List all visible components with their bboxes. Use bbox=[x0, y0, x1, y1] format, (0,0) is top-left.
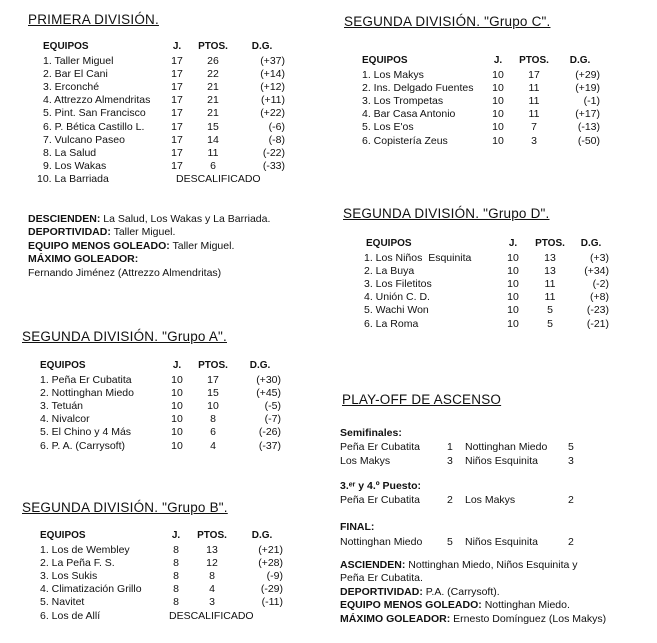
games: 8 bbox=[173, 556, 179, 569]
points: 17 bbox=[207, 373, 219, 386]
points: 11 bbox=[528, 108, 540, 121]
table-row bbox=[34, 543, 283, 556]
col-ptos: PTOS. bbox=[535, 238, 565, 249]
table-row bbox=[34, 386, 281, 399]
points: 11 bbox=[528, 94, 540, 107]
match-away-score: 5 bbox=[568, 441, 574, 453]
table-row bbox=[34, 107, 285, 120]
points: 13 bbox=[206, 543, 218, 556]
points: 5 bbox=[547, 317, 553, 330]
semifinals-label bbox=[340, 427, 402, 439]
status-disqualified: DESCALIFICADO bbox=[176, 173, 261, 186]
promoted-line bbox=[340, 559, 650, 572]
col-j: J. bbox=[171, 530, 181, 541]
points: 14 bbox=[207, 133, 219, 146]
table-header bbox=[364, 236, 609, 251]
games: 17 bbox=[171, 67, 183, 80]
table-row bbox=[364, 317, 609, 330]
relegated-label: DESCIENDEN: bbox=[28, 213, 101, 225]
goal-diff: (+14) bbox=[260, 67, 285, 80]
team-name: 5. Wachi Won bbox=[364, 304, 429, 317]
match-home-team: Los Makys bbox=[340, 455, 391, 467]
games: 10 bbox=[507, 264, 519, 277]
team-name: 2. La Peña F. S. bbox=[40, 556, 115, 569]
team-name: 5. Pint. San Francisco bbox=[43, 107, 146, 120]
promoted-label: ASCIENDEN: bbox=[340, 559, 406, 571]
final-label bbox=[340, 521, 374, 533]
team-name: 6. Los de Allí bbox=[40, 609, 101, 622]
col-ptos: PTOS. bbox=[198, 41, 228, 52]
team-name: 5. El Chino y 4 Más bbox=[40, 426, 132, 439]
goal-diff: (+37) bbox=[260, 54, 285, 67]
games: 8 bbox=[173, 596, 179, 609]
points: 3 bbox=[531, 134, 537, 147]
team-name: 1. Taller Miguel bbox=[43, 54, 114, 67]
table-row bbox=[34, 173, 285, 186]
team-name: 4. Attrezzo Almendritas bbox=[43, 94, 151, 107]
fair-play-team: Taller Miguel. bbox=[113, 226, 176, 239]
games: 17 bbox=[171, 107, 183, 120]
team-name: 6. P. Bética Castillo L. bbox=[43, 120, 145, 133]
primera-division-table bbox=[34, 39, 285, 186]
goal-diff: (-11) bbox=[261, 596, 283, 609]
goal-diff: (+12) bbox=[260, 80, 285, 93]
points: 12 bbox=[206, 556, 218, 569]
points: 21 bbox=[207, 80, 219, 93]
grupo-c-title: SEGUNDA DIVISIÓN. "Grupo C". bbox=[344, 14, 551, 29]
team-name: 2. Bar El Cani bbox=[43, 67, 108, 80]
team-name: 1. Los Niños Esquinita bbox=[364, 251, 472, 264]
table-row bbox=[34, 609, 283, 622]
team-name: 6. Copistería Zeus bbox=[362, 134, 448, 147]
games: 10 bbox=[171, 413, 183, 426]
relegated-teams: La Salud, Los Wakas y La Barriada. bbox=[103, 213, 271, 225]
goal-diff: (-2) bbox=[592, 277, 609, 290]
col-equipos: EQUIPOS bbox=[366, 238, 412, 249]
fair-play-team: P.A. (Carrysoft). bbox=[425, 585, 500, 598]
top-scorer-label: MÁXIMO GOLEADOR: bbox=[340, 612, 451, 625]
table-row bbox=[364, 291, 609, 304]
promoted-teams: Nottinghan Miedo, Niños Esquinita y bbox=[408, 559, 578, 571]
team-name: 9. Los Wakas bbox=[43, 160, 107, 173]
col-equipos: EQUIPOS bbox=[43, 41, 89, 52]
points: 5 bbox=[547, 304, 553, 317]
fair-play-line bbox=[340, 586, 650, 599]
games: 10 bbox=[171, 426, 183, 439]
semifinals-label-text: Semifinales: bbox=[340, 427, 402, 439]
games: 17 bbox=[171, 120, 183, 133]
table-row bbox=[364, 277, 609, 290]
points: 7 bbox=[531, 121, 537, 134]
table-row bbox=[362, 94, 600, 107]
points: 21 bbox=[207, 107, 219, 120]
points: 11 bbox=[544, 277, 556, 290]
relegated-line bbox=[28, 213, 348, 226]
col-dg: D.G. bbox=[251, 41, 273, 52]
col-j: J. bbox=[508, 238, 518, 249]
col-dg: D.G. bbox=[249, 360, 271, 371]
points: 11 bbox=[544, 291, 556, 304]
top-scorer-name: Fernando Jiménez (Attrezzo Almendritas) bbox=[28, 266, 222, 279]
points: 3 bbox=[209, 596, 215, 609]
col-j: J. bbox=[493, 55, 503, 66]
table-row bbox=[34, 146, 285, 159]
goal-diff: (+21) bbox=[258, 543, 283, 556]
col-ptos: PTOS. bbox=[197, 530, 227, 541]
goal-diff: (+22) bbox=[260, 107, 285, 120]
table-row bbox=[34, 596, 283, 609]
match-home-score: 1 bbox=[447, 441, 453, 453]
games: 8 bbox=[173, 569, 179, 582]
col-dg: D.G. bbox=[251, 530, 273, 541]
table-row bbox=[34, 583, 283, 596]
points: 10 bbox=[207, 399, 219, 412]
fair-play-label: DEPORTIVIDAD: bbox=[340, 585, 423, 598]
match-home-team: Peña Er Cubatita bbox=[340, 494, 420, 506]
table-header bbox=[34, 39, 285, 54]
team-name: 1. Los Makys bbox=[362, 68, 424, 81]
fair-play-label: DEPORTIVIDAD: bbox=[28, 226, 111, 239]
table-row bbox=[362, 108, 600, 121]
table-row bbox=[34, 439, 281, 452]
games: 10 bbox=[492, 121, 504, 134]
games: 10 bbox=[492, 94, 504, 107]
table-row bbox=[34, 133, 285, 146]
table-row bbox=[364, 251, 609, 264]
points: 8 bbox=[210, 413, 216, 426]
grupo-a-table bbox=[34, 358, 281, 452]
goal-diff: (-13) bbox=[577, 121, 600, 134]
table-row bbox=[34, 67, 285, 80]
best-defense-label: EQUIPO MENOS GOLEADO: bbox=[28, 239, 170, 252]
games: 17 bbox=[171, 133, 183, 146]
primera-division-title: PRIMERA DIVISIÓN. bbox=[28, 12, 159, 27]
match-away-score: 2 bbox=[568, 494, 574, 506]
games: 10 bbox=[507, 291, 519, 304]
games: 10 bbox=[507, 304, 519, 317]
table-row bbox=[34, 120, 285, 133]
table-row bbox=[34, 160, 285, 173]
team-name: 4. Climatización Grillo bbox=[40, 583, 142, 596]
match-away-score: 3 bbox=[568, 455, 574, 467]
goal-diff: (-26) bbox=[258, 426, 281, 439]
third-place-label-text: 3.ᵉʳ y 4.º Puesto: bbox=[340, 480, 422, 492]
top-scorer-line bbox=[28, 253, 348, 266]
match-home-score: 3 bbox=[447, 455, 453, 467]
goal-diff: (+30) bbox=[256, 373, 281, 386]
table-row bbox=[34, 54, 285, 67]
points: 8 bbox=[209, 569, 215, 582]
goal-diff: (-37) bbox=[258, 439, 281, 452]
games: 10 bbox=[492, 108, 504, 121]
table-row bbox=[362, 68, 600, 81]
col-dg: D.G. bbox=[569, 55, 591, 66]
table-row bbox=[364, 304, 609, 317]
games: 10 bbox=[171, 373, 183, 386]
team-name: 10. La Barriada bbox=[37, 173, 109, 186]
goal-diff: (+19) bbox=[575, 81, 600, 94]
games: 17 bbox=[171, 54, 183, 67]
points: 6 bbox=[210, 160, 216, 173]
games: 10 bbox=[171, 399, 183, 412]
final-label-text: FINAL: bbox=[340, 521, 375, 533]
goal-diff: (-8) bbox=[268, 133, 285, 146]
goal-diff: (-9) bbox=[266, 569, 283, 582]
team-name: 7. Vulcano Paseo bbox=[43, 133, 125, 146]
goal-diff: (+3) bbox=[590, 251, 609, 264]
team-name: 3. Tetuán bbox=[40, 399, 84, 412]
table-row bbox=[34, 426, 281, 439]
goal-diff: (-29) bbox=[260, 583, 283, 596]
goal-diff: (-50) bbox=[577, 134, 600, 147]
goal-diff: (+11) bbox=[260, 94, 285, 107]
col-equipos: EQUIPOS bbox=[40, 530, 86, 541]
col-equipos: EQUIPOS bbox=[40, 360, 86, 371]
best-defense-label: EQUIPO MENOS GOLEADO: bbox=[340, 599, 482, 612]
games: 8 bbox=[173, 543, 179, 556]
goal-diff: (-6) bbox=[268, 120, 285, 133]
table-header bbox=[362, 53, 600, 68]
table-row bbox=[364, 264, 609, 277]
table-row bbox=[34, 413, 281, 426]
points: 4 bbox=[209, 583, 215, 596]
table-row bbox=[362, 81, 600, 94]
team-name: 4. Nivalcor bbox=[40, 413, 90, 426]
table-row bbox=[34, 373, 281, 386]
goal-diff: (+34) bbox=[584, 264, 609, 277]
table-row bbox=[34, 94, 285, 107]
best-defense-line bbox=[340, 599, 650, 612]
playoff-notes bbox=[340, 559, 650, 626]
col-equipos: EQUIPOS bbox=[362, 55, 408, 66]
match-home-team: Peña Er Cubatita bbox=[340, 441, 420, 453]
match-home-score: 5 bbox=[447, 536, 453, 548]
team-name: 3. Los Trompetas bbox=[362, 94, 444, 107]
team-name: 8. La Salud bbox=[43, 146, 97, 159]
match-home-score: 2 bbox=[447, 494, 453, 506]
team-name: 2. La Buya bbox=[364, 264, 415, 277]
goal-diff: (-33) bbox=[262, 160, 285, 173]
top-scorer-line bbox=[340, 613, 650, 626]
top-scorer-label: MÁXIMO GOLEADOR: bbox=[28, 253, 139, 266]
points: 17 bbox=[528, 68, 540, 81]
points: 11 bbox=[207, 146, 219, 159]
team-name: 1. Los de Wembley bbox=[40, 543, 130, 556]
team-name: 3. Los Sukis bbox=[40, 569, 98, 582]
col-j: J. bbox=[172, 41, 182, 52]
games: 17 bbox=[171, 146, 183, 159]
match-away-team: Niños Esquinita bbox=[465, 536, 538, 548]
grupo-b-table bbox=[34, 528, 283, 622]
grupo-b-title: SEGUNDA DIVISIÓN. "Grupo B". bbox=[22, 500, 228, 515]
best-defense-team: Taller Miguel. bbox=[172, 239, 235, 252]
goal-diff: (-1) bbox=[583, 94, 600, 107]
match-away-score: 2 bbox=[568, 536, 574, 548]
table-row bbox=[34, 80, 285, 93]
playoff-title: PLAY-OFF DE ASCENSO bbox=[342, 392, 502, 407]
points: 13 bbox=[544, 264, 556, 277]
points: 11 bbox=[528, 81, 540, 94]
goal-diff: (-21) bbox=[586, 317, 609, 330]
games: 10 bbox=[171, 439, 183, 452]
games: 17 bbox=[171, 80, 183, 93]
table-row bbox=[362, 121, 600, 134]
games: 17 bbox=[171, 160, 183, 173]
team-name: 4. Unión C. D. bbox=[364, 291, 430, 304]
games: 10 bbox=[492, 134, 504, 147]
goal-diff: (+29) bbox=[575, 68, 600, 81]
team-name: 5. Navitet bbox=[40, 596, 85, 609]
match-away-team: Nottinghan Miedo bbox=[465, 441, 548, 453]
team-name: 3. Erconché bbox=[43, 80, 100, 93]
col-dg: D.G. bbox=[580, 238, 602, 249]
grupo-a-title: SEGUNDA DIVISIÓN. "Grupo A". bbox=[22, 329, 227, 344]
games: 17 bbox=[171, 94, 183, 107]
table-row bbox=[34, 556, 283, 569]
best-defense-line bbox=[28, 240, 348, 253]
best-defense-team: Nottinghan Miedo. bbox=[484, 599, 570, 612]
match-home-team: Nottinghan Miedo bbox=[340, 536, 423, 548]
team-name: 1. Peña Er Cubatita bbox=[40, 373, 132, 386]
table-row bbox=[34, 569, 283, 582]
team-name: 5. Los E'os bbox=[362, 121, 414, 134]
games: 10 bbox=[492, 68, 504, 81]
games: 10 bbox=[507, 277, 519, 290]
points: 4 bbox=[210, 439, 216, 452]
games: 10 bbox=[492, 81, 504, 94]
games: 10 bbox=[507, 317, 519, 330]
goal-diff: (+45) bbox=[256, 386, 281, 399]
promoted-teams-cont: Peña Er Cubatita. bbox=[340, 572, 423, 585]
goal-diff: (+17) bbox=[575, 108, 600, 121]
primera-division-notes bbox=[28, 213, 348, 280]
col-ptos: PTOS. bbox=[198, 360, 228, 371]
points: 6 bbox=[210, 426, 216, 439]
points: 15 bbox=[207, 120, 219, 133]
team-name: 4. Bar Casa Antonio bbox=[362, 108, 456, 121]
fair-play-line bbox=[28, 226, 348, 239]
points: 15 bbox=[207, 386, 219, 399]
points: 21 bbox=[207, 94, 219, 107]
points: 22 bbox=[207, 67, 219, 80]
goal-diff: (+8) bbox=[590, 291, 609, 304]
grupo-d-title: SEGUNDA DIVISIÓN. "Grupo D". bbox=[343, 206, 550, 221]
third-place-label bbox=[340, 480, 421, 492]
goal-diff: (+28) bbox=[258, 556, 283, 569]
grupo-c-table bbox=[362, 53, 600, 147]
points: 13 bbox=[544, 251, 556, 264]
col-j: J. bbox=[172, 360, 182, 371]
team-name: 2. Ins. Delgado Fuentes bbox=[362, 81, 474, 94]
grupo-d-table bbox=[364, 236, 609, 330]
status-disqualified: DESCALIFICADO bbox=[169, 609, 254, 622]
match-away-team: Niños Esquinita bbox=[465, 455, 538, 467]
points: 26 bbox=[207, 54, 219, 67]
table-row bbox=[34, 399, 281, 412]
goal-diff: (-23) bbox=[586, 304, 609, 317]
goal-diff: (-5) bbox=[264, 399, 281, 412]
table-header bbox=[34, 528, 283, 543]
table-header bbox=[34, 358, 281, 373]
goal-diff: (-22) bbox=[262, 146, 285, 159]
match-away-team: Los Makys bbox=[465, 494, 516, 506]
goal-diff: (-7) bbox=[264, 413, 281, 426]
team-name: 3. Los Filetitos bbox=[364, 277, 432, 290]
games: 8 bbox=[173, 583, 179, 596]
team-name: 6. La Roma bbox=[364, 317, 419, 330]
team-name: 6. P. A. (Carrysoft) bbox=[40, 439, 125, 452]
games: 10 bbox=[171, 386, 183, 399]
top-scorer-name: Ernesto Domínguez (Los Makys) bbox=[453, 612, 607, 625]
games: 10 bbox=[507, 251, 519, 264]
col-ptos: PTOS. bbox=[519, 55, 549, 66]
team-name: 2. Nottinghan Miedo bbox=[40, 386, 134, 399]
table-row bbox=[362, 134, 600, 147]
